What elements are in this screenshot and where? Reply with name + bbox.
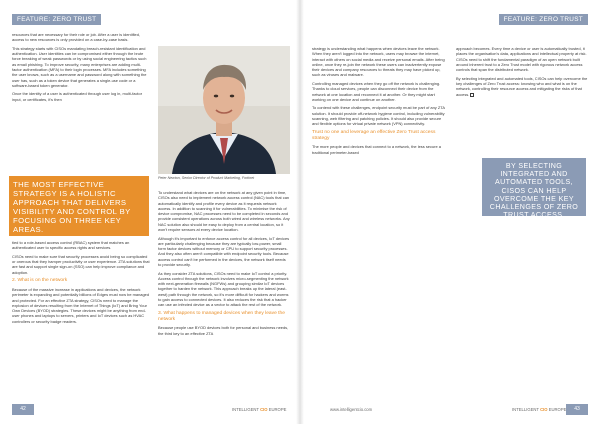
column-1-bottom xyxy=(12,240,150,327)
paragraph: resources that are necessary for their role or job. After a user is identified, access to new resources is only provided on a case-by-case basis. xyxy=(12,32,141,43)
paragraph: Once the identity of a user is authenticated through user log in, multi-factor input, or certificates, it's then xyxy=(12,91,143,102)
magazine-brand: CIO xyxy=(540,407,548,412)
column-4 xyxy=(456,46,588,100)
end-mark-icon xyxy=(470,93,474,97)
page-number-right: 43 xyxy=(566,404,588,415)
section-tab-left: FEATURE: ZERO TRUST xyxy=(12,14,101,25)
column-3 xyxy=(312,46,448,158)
paragraph xyxy=(456,76,588,97)
paragraph: The more people and devices that connect to a network, the less secure a traditional perimeter-based xyxy=(312,144,441,155)
column-2 xyxy=(158,190,290,339)
magazine-name-left xyxy=(232,406,286,414)
paragraph: To understand what devices are on the network at any given point in time, CISOs also need to implement network access control (NAC) tools that can automatically identify and profile every device as it requests network access. In addition to scanning it for vulnerabilities. To minimise the risk of device compromise, NAC processes need to be completed in seconds and provide consistent operations across both wired and wireless networks. Any NAC solution also should be easy to deploy from a central location, so it won't require sensors at every device location. xyxy=(158,190,290,233)
page-gutter xyxy=(296,0,304,424)
paragraph: Because people use BYOD devices both for personal and business needs, the third key to an effective ZTA xyxy=(158,325,289,336)
magazine-name-right xyxy=(512,406,566,414)
magazine-prefix: INTELLIGENT xyxy=(232,407,259,412)
subheading: 3. What happens to managed devices when they leave the network xyxy=(158,310,285,322)
magazine-suffix: EUROPE xyxy=(268,407,287,412)
paragraph: Because of the massive increase in applications and devices, the network perimeter is expanding and potentially billions of Edges must now be managed and protected. For an effective ZTA strategy, CISOs need to manage the explosion of devices resulting from the Internet of Things (IoT) and Bring Your Own Devices (BYOD) strategies. These devices might be anything from end-user phones and laptops to servers, printers and IoT devices such as HVAC controllers or security badge readers. xyxy=(12,286,150,324)
magazine-brand: CIO xyxy=(260,407,268,412)
paragraph: strategy is understanding what happens when devices leave the network. When they aren't logged into the network, users may browse the internet, interact with others on social media and receive personal emails. After being online, once they re-join the network these users can inadvertently expose their devices and company resources to threats they may have picked up, such as viruses and malware. xyxy=(312,46,445,78)
section-tab-right: FEATURE: ZERO TRUST xyxy=(499,14,588,25)
paragraph: As they consider ZTA solutions, CISOs need to make IoT control a priority. Access control through the network involves micro-segmenting the network with next-generation firewalls (NGFWs) and grouping similar IoT devices together to harden the network. This approach breaks up the lateral (east-west) path through the network, so it's more difficult for hackers and worms to gain access to connected devices. It also reduces the risk that a hacker can use an infected device as a vector to attack the rest of the network. xyxy=(158,270,289,308)
subheading: 2. What is on the network xyxy=(12,278,68,284)
magazine-prefix: INTELLIGENT xyxy=(512,407,539,412)
pull-quote-left: THE MOST EFFECTIVE STRATEGY IS A HOLISTIC APPROACH THAT DELIVERS VISIBILITY AND CONTROL BY FOCUSING ON THREE KEY AREAS. xyxy=(9,176,149,236)
website-right: www.intelligentcio.com xyxy=(330,407,373,412)
subheading: Trust no one and leverage an effective Zero Trust access strategy xyxy=(312,129,436,141)
paragraph: tied to a role-based access control (RBAC) system that matches an authenticated user to specific access rights and services. xyxy=(12,240,130,251)
paragraph: This strategy starts with CISOs mandating breach-resistant identification and authentication. User identities can be compromised either through the brute force breaking of weak passwords or by using social engineering tactics such as email phishing. To improve security, many enterprises are adding multi-factor authentication (MFA) to their login processes. MFA includes something the user knows, such as a username and password along with something the user has, such as a token device that generates a single-use code or a software-based token generator. xyxy=(12,45,147,88)
photo-caption: Peter Newton, Senior Director of Product Marketing, Fortinet xyxy=(158,176,255,180)
magazine-suffix: EUROPE xyxy=(548,407,567,412)
portrait-illustration xyxy=(158,46,290,174)
column-1-top xyxy=(12,32,150,105)
paragraph: CISOs need to make sure that security processes avoid being so complicated or onerous that they hamper productivity or user experience. ZTA solutions that are fast and support single sign-on (SSO) can help improve compliance and adoption. xyxy=(12,253,150,275)
pull-quote-right: BY SELECTING INTEGRATED AND AUTOMATED TOOLS, CISOS CAN HELP OVERCOME THE KEY CHALLENGES OF ZERO TRUST ACCESS. xyxy=(482,158,586,216)
portrait-photo xyxy=(158,46,290,174)
paragraph: approach becomes. Every time a device or user is automatically trusted, it places the organisation's data, applications and intellectual property at risk. CISOs need to shift the fundamental paradigm of an open network built around inherent trust to a Zero Trust model with rigorous network access controls that span the distributed network. xyxy=(456,46,587,73)
page-number-left: 42 xyxy=(12,404,34,415)
paragraph: To contend with these challenges, endpoint security must be part of any ZTA solution. It should provide off-network hygiene control, including vulnerability scanning, web filtering and patching policies. It should also provide secure and flexible options for virtual private network (VPN) connectivity. xyxy=(312,105,445,127)
paragraph: Controlling managed devices when they go off the network is challenging. Thanks to cloud services, people can disconnect their device from the network at one location and reconnect it at another. Or they might start working on one device and continue on another. xyxy=(312,80,441,102)
paragraph: Although it's important to enforce access control for all devices, IoT devices are particularly challenging because they are typically low-power, small form factor devices without memory or CPU to support security processes. And they also often aren't compatible with endpoint security tools. Because access control can't be performed in the devices, the network itself needs to provide security. xyxy=(158,235,290,268)
closing-paragraph-text: By selecting integrated and automated tools, CISOs can help overcome the key challenges of Zero Trust access: knowing who and what is on the network, controlling their resource access and mitigating the risks of that access. xyxy=(456,75,588,97)
